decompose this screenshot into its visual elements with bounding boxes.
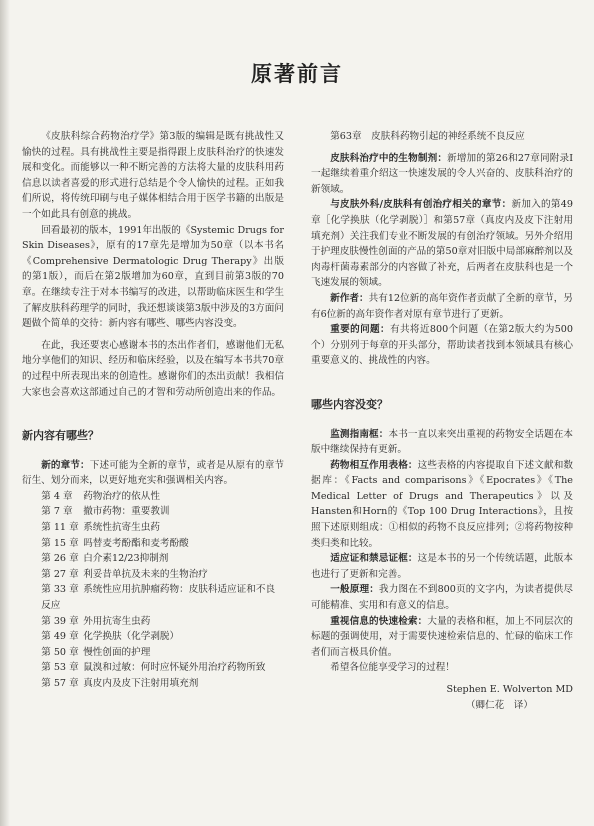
closing-line: 希望各位能享受学习的过程！ [330, 662, 455, 674]
interaction-paragraph: 药物相互作用表格：这些表格的内容提取自下述文献和数据库：《Facts and comparisons》《Epocrates》《The Medical Letter of Drugs and Therapeutics》以及Hansten和Horn的《Top 100 Drug Interactions》，且按照下述原则组成：①相似的药物不良反应排列；②将药物按种类归类和比较。 [311, 459, 574, 549]
questions-paragraph: 重要的问题：有共将近800个问题（在第2版大约为500个）分别列于每章的开头部分，帮助读者找到本领域具有核心重要意义的、挑战性的内容。 [311, 324, 574, 367]
new-content-heading: 新内容有哪些？ [22, 429, 99, 443]
chapter-item: 第 49 章 化学换肤（化学剥脱） [41, 631, 180, 643]
new-chapter-list [22, 489, 284, 692]
chapter-item: 第 33 章 系统性应用抗肿瘤药物：皮肤科适应证和不良反应 [41, 584, 276, 612]
principle-paragraph: 一般原理：我力图在不到800页的文字内，为读者提供尽可能精准、实用和有意义的信息。 [311, 584, 574, 612]
chapter-item: 第 4 章 药物治疗的依从性 [41, 490, 160, 502]
surgery-paragraph: 与皮肤外科/皮肤科有创治疗相关的章节：新加入的第49章［化学换肤（化学剥脱）］和第57章（真皮内及皮下注射用填充剂）关注我们专业不断发展的有创治疗领域。另外介绍用于护理皮肤慢性创面的产品的第50章对旧版中局部麻醉剂以及肉毒杆菌毒素部分的内容做了补充，后两者在皮肤科也是一个飞速发展的领域。 [311, 199, 573, 289]
translator-credit: （卿仁花 译） [465, 699, 533, 711]
chapter-item: 第 57 章 真皮内及皮下注射用填充剂 [41, 678, 199, 689]
new-chapters-paragraph [22, 458, 284, 489]
intro-paragraph-2: 回看最初的版本，1991年出版的《Systemic Drugs for Skin Diseases》，原有的17章先是增加为50章（以本书名《Comprehensive Dermatologic Drug Therapy》出版的第1版），而后在第2版增加为60章，直到目前第3版的70章。在继续专注于对本书编写的改进，以帮助临床医生和学生了解皮肤科药理学的同时，我还想谈谈第3版中涉及的3方面问题做个简单的交待：新内容有哪些、哪些内容没变。 [22, 224, 284, 330]
chapter-item: 第 50 章 慢性创面的护理 [41, 646, 151, 658]
unchanged-heading: 哪些内容没变？ [311, 397, 388, 411]
biologics-paragraph: 皮肤科治疗中的生物制剂：新增加的第26和27章同附录Ⅰ一起继续着重介绍这一快速发展的令人兴奋的、皮肤科治疗的新领域。 [311, 152, 573, 195]
chapter-item: 第 11 章 系统性抗寄生虫药 [41, 522, 160, 534]
new-chapters-label: 新的章节： [41, 459, 90, 471]
right-column [311, 129, 573, 713]
chapter-item: 第 53 章 鼠溴和过敏：何时应怀疑外用治疗药物所致 [41, 662, 266, 674]
indication-paragraph: 适应证和禁忌证框：这是本书的另一个传统话题，此版本也进行了更新和完善。 [311, 553, 574, 580]
chapter-item: 第 27 章 利妥昔单抗及未来的生物治疗 [41, 568, 208, 580]
left-column [22, 129, 284, 692]
chapter-item: 第 15 章 吗替麦考酚酯和麦考酚酸 [41, 537, 189, 549]
new-authors-paragraph: 新作者：共有12位新的高年资作者贡献了全新的章节，另有6位新的高年资作者对原有章节进行了更新。 [311, 292, 573, 320]
page-title: 原著前言 [251, 62, 343, 86]
book-gutter-shadow [0, 0, 10, 826]
new-chapters-text: 下述可能为全新的章节，或者是从原有的章节衍生、划分而来，以更好地充实和强调相关内容。 [22, 459, 285, 487]
intro-paragraph-1: 《皮肤科综合药物治疗学》第3版的编辑是既有挑战性又愉快的过程。具有挑战性主要是指得跟上皮肤科治疗的快速发展和变化。而能够以一种不断完善的方法将大量的皮肤科用药信息以读者喜爱的形式进行总结是个令人愉快的过程。正如我们所说，将传统印刷与电子媒体相结合用于医学书籍的出版是一个如此具有创意的挑战。 [22, 131, 284, 220]
chapter-item: 第 7 章 撤市药物：重要教训 [41, 506, 170, 518]
quick-check-paragraph: 重视信息的快速检索：大量的表格和框，加上不同层次的标题的强调使用，对于需要快速检索信息的、忙碌的临床工作者们而言极具价值。 [311, 615, 574, 658]
author-signature: Stephen E. Wolverton MD [446, 684, 573, 695]
chapter-63-item: 第63章 皮肤科药物引起的神经系统不良反应 [330, 131, 525, 142]
chapter-item: 第 26 章 白介素12/23抑制剂 [41, 553, 169, 565]
monitoring-paragraph: 监测指南框：本书一直以来突出重视的药物安全话题在本版中继续保持有更新。 [311, 428, 574, 456]
chapter-item: 第 39 章 外用抗寄生虫药 [41, 615, 151, 627]
intro-paragraph-3: 在此，我还要衷心感谢本书的杰出作者们，感谢他们无私地分享他们的知识、经历和临床经验，以及在编写本书共70章的过程中所表现出来的创造性。感谢你们的杰出贡献！我相信大家也会喜欢这部通过自己的才智和劳动所创造出来的作品。 [22, 339, 284, 398]
